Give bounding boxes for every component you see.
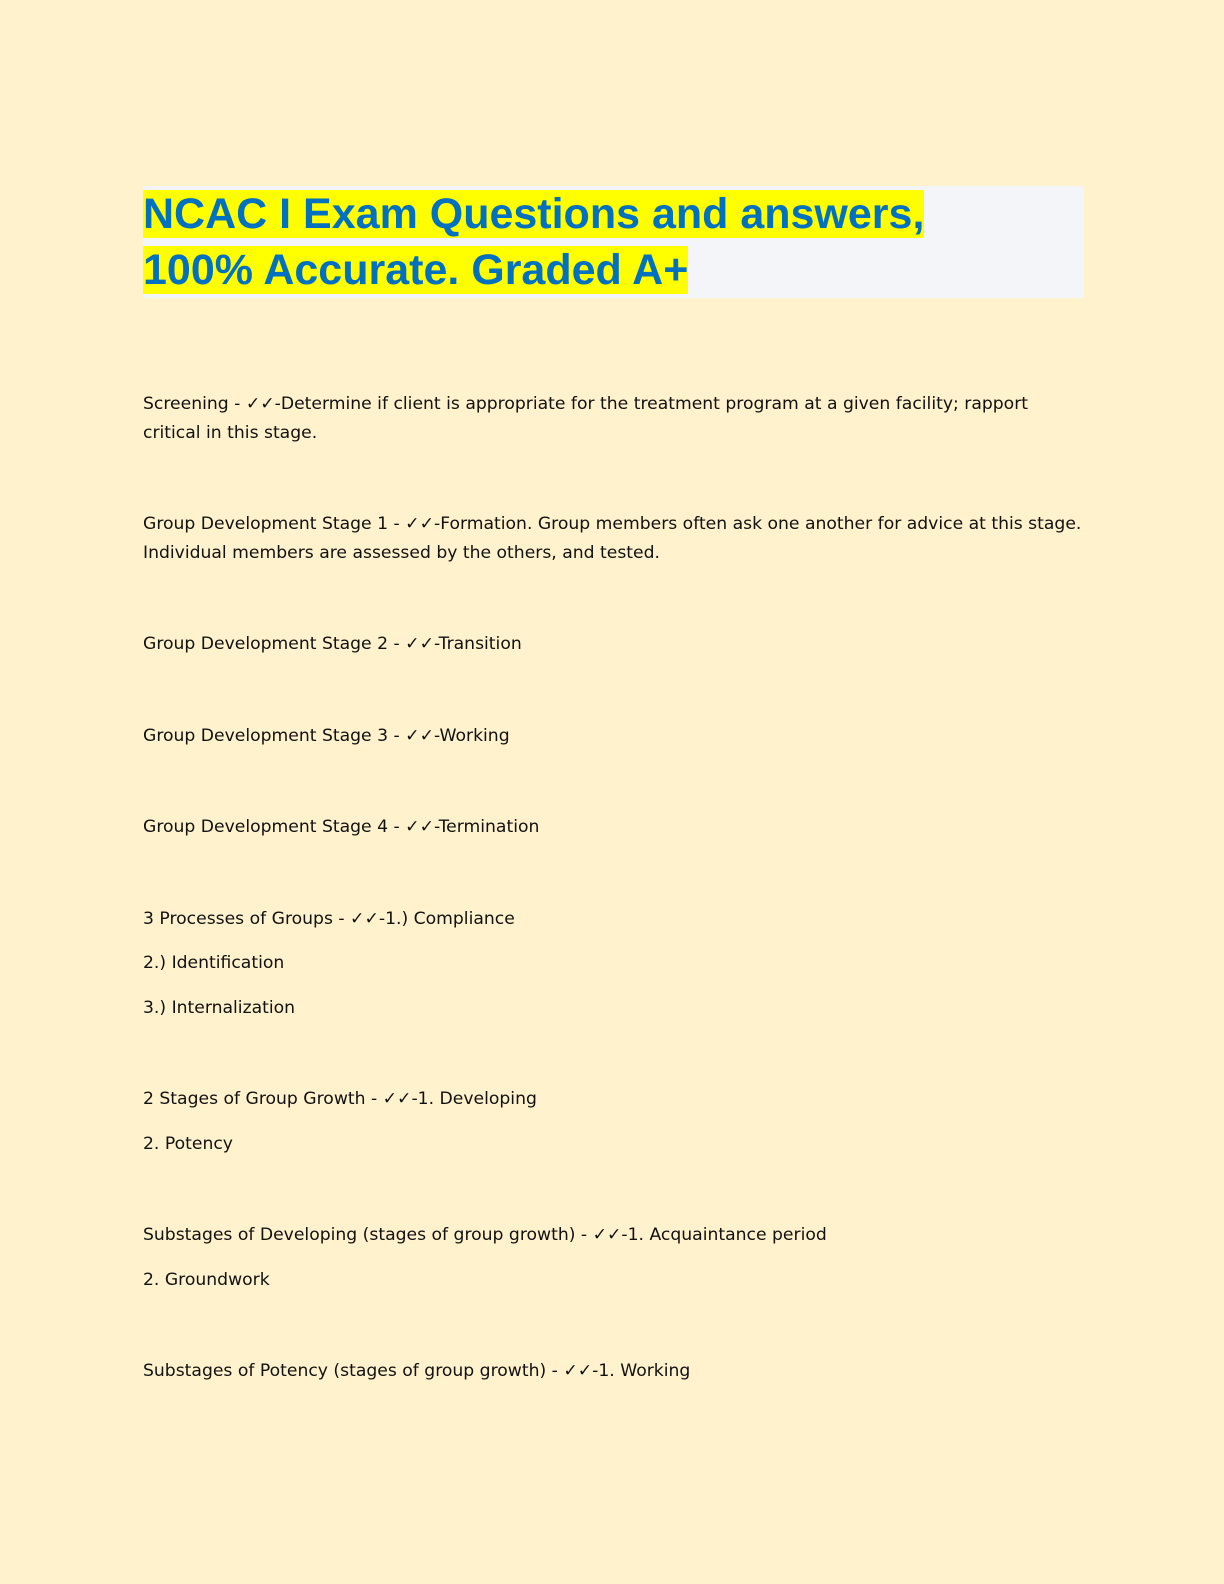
qa-item-stage-3 xyxy=(143,722,1083,751)
title-block xyxy=(143,186,1084,298)
qa-answer-line: 2. Groundwork xyxy=(143,1269,270,1290)
qa-answer: Working xyxy=(439,725,510,746)
qa-term: Group Development Stage 2 xyxy=(143,634,389,654)
double-check-icon: ✓✓ xyxy=(592,1225,622,1245)
double-check-icon: ✓✓ xyxy=(382,1089,412,1109)
qa-first-line: 3 Processes of Groups - ✓✓-1.) Compliance xyxy=(143,908,515,929)
document-title xyxy=(143,186,1084,298)
qa-answer: Determine if client is appropriate for the treatment program at a given facility; rapport critical in this stage. xyxy=(143,394,1028,443)
spacer xyxy=(143,447,1083,510)
qa-item-screening xyxy=(143,390,1083,447)
qa-answer: 1. Working xyxy=(598,1361,691,1381)
qa-first-line: Group Development Stage 2 - ✓✓-Transition xyxy=(143,634,522,654)
qa-item-stage-2 xyxy=(143,630,1083,659)
qa-answer: 1. Acquaintance period xyxy=(627,1225,827,1245)
qa-list xyxy=(143,390,1083,1386)
qa-term: 3 Processes of Groups xyxy=(143,908,333,929)
qa-answer: 1.) Compliance xyxy=(385,908,515,929)
qa-answer-line: 3.) Internalization xyxy=(143,997,296,1018)
qa-answer: Formation. Group members often ask one another for advice at this stage. Individual members are assessed by the others, and tested. xyxy=(143,514,1082,563)
qa-first-line: Substages of Developing (stages of group growth) - ✓✓-1. Acquaintance period xyxy=(143,1225,827,1245)
qa-term: Group Development Stage 3 xyxy=(143,725,389,746)
spacer xyxy=(143,1022,1083,1085)
spacer xyxy=(143,659,1083,722)
qa-item-growth xyxy=(143,1085,1083,1158)
qa-answer: 1. Developing xyxy=(417,1089,537,1109)
double-check-icon: ✓✓ xyxy=(405,725,434,746)
qa-first-line: 2 Stages of Group Growth - ✓✓-1. Developing xyxy=(143,1089,537,1109)
qa-first-line: Screening - ✓✓-Determine if client is appropriate for the treatment program at a given facility; rapport critical in this stage. xyxy=(143,394,1028,443)
title-line-1: NCAC I Exam Questions and answers, xyxy=(143,190,925,238)
spacer xyxy=(143,842,1083,905)
qa-term: Substages of Developing (stages of group growth) xyxy=(143,1225,576,1245)
double-check-icon: ✓✓ xyxy=(405,634,434,654)
qa-item-stage-4 xyxy=(143,813,1083,842)
qa-first-line: Group Development Stage 1 - ✓✓-Formation. Group members often ask one another for advice at this stage. Individual members are assessed by the others, and tested. xyxy=(143,514,1082,563)
qa-item-potency xyxy=(143,1357,1083,1386)
qa-answer-line: 2.) Identification xyxy=(143,953,285,973)
double-check-icon: ✓✓ xyxy=(405,514,434,534)
qa-item-developing xyxy=(143,1221,1083,1294)
double-check-icon: ✓✓ xyxy=(563,1361,593,1381)
title-line-2: 100% Accurate. Graded A+ xyxy=(143,246,689,294)
qa-first-line: Group Development Stage 4 - ✓✓-Termination xyxy=(143,817,540,837)
qa-term: 2 Stages of Group Growth xyxy=(143,1089,366,1109)
qa-item-stage-1 xyxy=(143,510,1083,567)
qa-item-processes xyxy=(143,905,1083,1023)
qa-term: Group Development Stage 4 xyxy=(143,817,389,837)
spacer xyxy=(143,750,1083,813)
double-check-icon: ✓✓ xyxy=(245,394,275,414)
double-check-icon: ✓✓ xyxy=(350,908,379,929)
qa-answer: Termination xyxy=(438,817,540,837)
qa-first-line: Substages of Potency (stages of group growth) - ✓✓-1. Working xyxy=(143,1361,691,1381)
qa-term: Substages of Potency (stages of group growth) xyxy=(143,1361,547,1381)
qa-term: Screening xyxy=(143,394,229,414)
double-check-icon: ✓✓ xyxy=(405,817,434,837)
spacer xyxy=(143,1158,1083,1221)
qa-answer: Transition xyxy=(438,634,522,654)
qa-term: Group Development Stage 1 xyxy=(143,514,389,534)
qa-answer-line: 2. Potency xyxy=(143,1133,233,1154)
spacer xyxy=(143,1294,1083,1357)
spacer xyxy=(143,567,1083,630)
qa-first-line: Group Development Stage 3 - ✓✓-Working xyxy=(143,725,510,746)
